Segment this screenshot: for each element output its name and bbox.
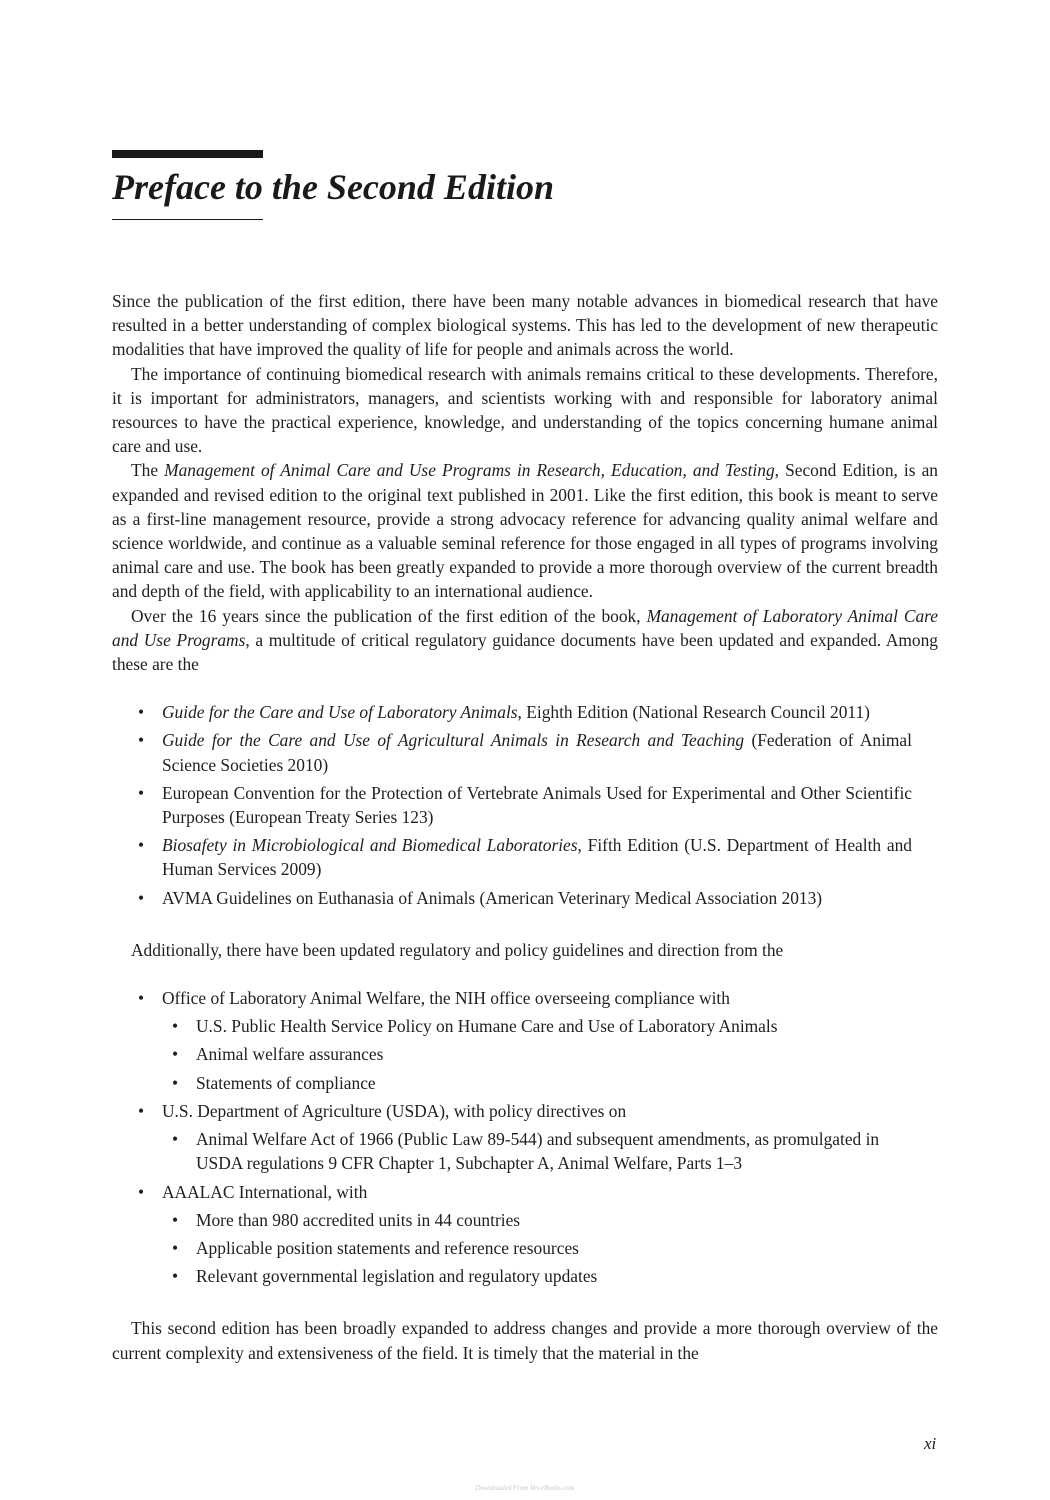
document-details: European Convention for the Protection of Vertebrate Animals Used for Experimental and Other Scientific Purposes (European Treaty Series 123): [162, 782, 912, 828]
list-item: [138, 728, 912, 776]
document-title: Guide for the Care and Use of Agricultural Animals in Research and Teaching: [162, 730, 745, 751]
paragraph-5: Additionally, there have been updated regulatory and policy guidelines and direction from the: [131, 939, 784, 960]
paragraph-1: Since the publication of the first edition, there have been many notable advances in biomedical research that have resulted in a better understanding of complex biological systems. This has led to the development of new therapeutic modalities that have improved the quality of life for people and animals across the world.: [112, 291, 938, 360]
agency-item: [138, 1099, 912, 1176]
spacer: [112, 676, 938, 700]
agencies-list: [112, 986, 912, 1288]
sublist-item: • Statements of compliance: [196, 1071, 912, 1095]
bullet: •: [172, 1209, 179, 1230]
document-title: Biosafety in Microbiological and Biomedical Laboratories: [162, 835, 578, 856]
bullet: •: [172, 1016, 179, 1037]
bullet: •: [138, 1181, 145, 1202]
document-details: AVMA Guidelines on Euthanasia of Animals (American Veterinary Medical Association 2013): [162, 887, 823, 908]
list-item: [138, 700, 912, 724]
bullet: •: [138, 988, 145, 1009]
page-title: Preface to the Second Edition: [112, 167, 554, 207]
bullet: •: [138, 782, 145, 803]
heading-rule-top: [112, 150, 263, 158]
bullet: •: [172, 1266, 179, 1287]
paragraph-4: [112, 604, 938, 677]
bullet: •: [138, 730, 145, 751]
heading-rule-bottom: [112, 219, 263, 220]
first-edition-title: Management of Laboratory Animal Care and Use Programs: [112, 605, 938, 650]
bullet: •: [172, 1072, 179, 1093]
bullet: •: [138, 887, 145, 908]
bullet: •: [172, 1237, 179, 1258]
paragraph-4-prefix: Over the 16 years since the publication of the first edition of the book,: [131, 605, 647, 626]
paragraph-4-rest: , a multitude of critical regulatory guidance documents have been updated and expanded. Among these are the: [112, 629, 938, 675]
bullet: •: [138, 1100, 145, 1121]
sublist-item: • More than 980 accredited units in 44 countries: [196, 1208, 912, 1232]
agency-item: [138, 986, 912, 1095]
agency-label: AAALAC International, with: [162, 1181, 368, 1202]
agency-item: [138, 1180, 912, 1289]
page-number: xi: [924, 1434, 937, 1453]
document-details: , Fifth Edition (U.S. Department of Health and Human Services 2009): [162, 835, 912, 880]
list-item: [138, 781, 912, 829]
bullet: •: [138, 835, 145, 856]
document-details: (Federation of Animal Science Societies 2010): [162, 730, 912, 775]
sublist-item: • Applicable position statements and reference resources: [196, 1236, 912, 1260]
book-title: Management of Animal Care and Use Programs in Research, Education, and Testing: [164, 460, 775, 481]
paragraph-3-prefix: The: [131, 460, 165, 481]
document-title: Guide for the Care and Use of Laboratory Animals: [162, 702, 518, 723]
document-details: , Eighth Edition (National Research Council 2011): [517, 702, 870, 723]
sublist-item: • Animal welfare assurances: [196, 1042, 912, 1066]
preface-body: [112, 289, 938, 1365]
spacer: [112, 1292, 938, 1316]
bullet: •: [172, 1044, 179, 1065]
paragraph-6: This second edition has been broadly expanded to address changes and provide a more thorough overview of the current complexity and extensiveness of the field. It is timely that the material in the: [112, 1318, 938, 1363]
spacer: [112, 962, 938, 986]
sublist-item: • U.S. Public Health Service Policy on Humane Care and Use of Laboratory Animals: [196, 1014, 912, 1038]
spacer: [112, 914, 938, 938]
bullet: •: [172, 1129, 179, 1150]
guidance-documents-list: [112, 700, 912, 910]
paragraph-3-rest: , Second Edition, is an expanded and revised edition to the original text published in 2001. Like the first edition, this book is meant to serve as a first-line management resource, provide a strong advocacy reference for advancing quality animal welfare and science worldwide, and continue as a valuable seminal reference for those engaged in all types of programs involving animal care and use. The book has been greatly expanded to provide a more thorough overview of the current breadth and depth of the field, with applicability to an international audience.: [112, 460, 938, 602]
agency-label: Office of Laboratory Animal Welfare, the NIH office overseeing compliance with: [162, 988, 730, 1009]
agency-sublist: [162, 1014, 912, 1095]
agency-sublist: [162, 1127, 912, 1175]
paragraph-3: [112, 458, 938, 603]
agency-label: U.S. Department of Agriculture (USDA), with policy directives on: [162, 1100, 627, 1121]
paragraph-2: The importance of continuing biomedical research with animals remains critical to these developments. Therefore, it is important for administrators, managers, and scientists working with and responsible for laboratory animal resources to have the practical experience, knowledge, and understanding of the topics concerning humane animal care and use.: [112, 363, 938, 457]
list-item: [138, 833, 912, 881]
bullet: •: [138, 702, 145, 723]
footer-watermark: Downloaded From Vet-eBooks.com: [475, 1484, 575, 1492]
agency-sublist: [162, 1208, 912, 1289]
list-item: [138, 886, 912, 910]
sublist-item: • Animal Welfare Act of 1966 (Public Law 89-544) and subsequent amendments, as promulgated in USDA regulations 9 CFR Chapter 1, Subchapter A, Animal Welfare, Parts 1–3: [172, 1129, 880, 1174]
sublist-item: • Relevant governmental legislation and regulatory updates: [196, 1264, 912, 1288]
